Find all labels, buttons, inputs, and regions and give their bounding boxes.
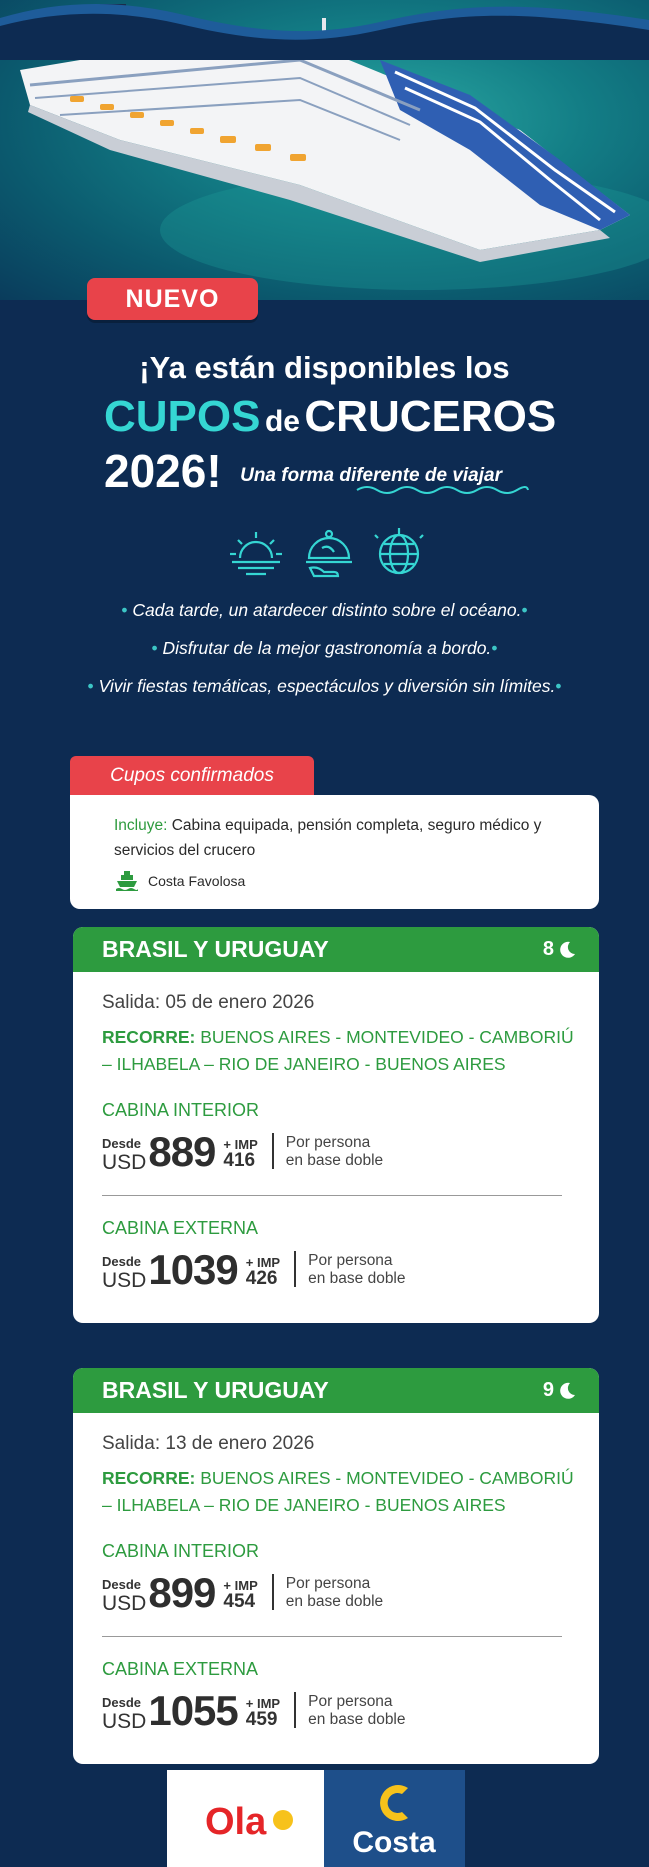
divider bbox=[102, 1636, 562, 1637]
headline-cruceros: CRUCEROS bbox=[304, 392, 557, 441]
trip-card bbox=[73, 1368, 599, 1764]
moon-icon bbox=[557, 1381, 577, 1401]
features-list bbox=[0, 600, 649, 714]
cabin-title: CABINA INTERIOR bbox=[102, 1100, 260, 1120]
route: RECORRE: BUENOS AIRES - MONTEVIDEO - CAMBORIÚ – ILHABELA – RIO DE JANEIRO - BUENOS AIRES bbox=[102, 1468, 574, 1515]
departure-date: Salida: 05 de enero 2026 bbox=[102, 992, 315, 1013]
food-cloche-icon bbox=[304, 528, 354, 585]
price-value: 1039 bbox=[148, 1246, 238, 1293]
route: RECORRE: BUENOS AIRES - MONTEVIDEO - CAMBORIÚ – ILHABELA – RIO DE JANEIRO - BUENOS AIRES bbox=[102, 1027, 574, 1074]
price-row: Desde USD 1039 + IMP 426 Por persona en base doble bbox=[102, 1246, 406, 1293]
trip-header bbox=[73, 927, 599, 972]
headline-line1: ¡Ya están disponibles los bbox=[139, 350, 510, 385]
price-separator bbox=[272, 1574, 274, 1610]
cabin-title: CABINA INTERIOR bbox=[102, 1541, 260, 1561]
ola-logo bbox=[167, 1770, 324, 1867]
price-value: 889 bbox=[148, 1128, 216, 1175]
moon-icon bbox=[557, 940, 577, 960]
includes-text: Incluye: Cabina equipada, pensión completa, seguro médico y servicios del crucero bbox=[114, 817, 542, 859]
tax-value: 426 bbox=[245, 1268, 278, 1289]
wave-divider bbox=[0, 0, 649, 60]
confirmed-tab: Cupos confirmados bbox=[70, 756, 314, 796]
feature-item: • Cada tarde, un atardecer distinto sobre el océano.• bbox=[121, 600, 528, 620]
feature-icons bbox=[228, 528, 428, 584]
hero-image bbox=[0, 0, 649, 300]
trip-card bbox=[73, 927, 599, 1323]
price-row: Desde USD 1055 + IMP 459 Por persona en base doble bbox=[102, 1687, 406, 1734]
tax-value: 454 bbox=[223, 1591, 256, 1612]
ship-icon bbox=[116, 871, 138, 891]
headline-year: 2026! bbox=[104, 445, 222, 497]
tagline: Una forma diferente de viajar bbox=[240, 465, 502, 486]
tax-value: 459 bbox=[245, 1709, 278, 1730]
party-globe-icon bbox=[374, 528, 424, 585]
new-badge: NUEVO bbox=[87, 278, 258, 320]
trip-header bbox=[73, 1368, 599, 1413]
trip-title: BRASIL Y URUGUAY bbox=[102, 1377, 329, 1403]
feature-item: • Disfrutar de la mejor gastronomía a bordo.• bbox=[151, 638, 498, 658]
price-row: Desde USD 899 + IMP 454 Por persona en base doble bbox=[102, 1569, 384, 1616]
cabin-title: CABINA EXTERNA bbox=[102, 1218, 259, 1238]
nights-count: 8 bbox=[543, 938, 577, 961]
price-value: 1055 bbox=[148, 1687, 238, 1734]
headline-cupos: CUPOS bbox=[104, 392, 261, 441]
price-separator bbox=[294, 1692, 296, 1728]
price-separator bbox=[294, 1251, 296, 1287]
headline-line2 bbox=[104, 392, 556, 442]
price-row: Desde USD 889 + IMP 416 Por persona en base doble bbox=[102, 1128, 384, 1175]
price-value: 899 bbox=[148, 1569, 216, 1616]
departure-date: Salida: 13 de enero 2026 bbox=[102, 1433, 315, 1454]
ola-logo-text: Ola bbox=[205, 1801, 267, 1843]
tax-value: 416 bbox=[223, 1150, 256, 1171]
trip-title: BRASIL Y URUGUAY bbox=[102, 936, 329, 962]
includes-card bbox=[70, 795, 599, 909]
cabin-title: CABINA EXTERNA bbox=[102, 1659, 259, 1679]
divider bbox=[102, 1195, 562, 1196]
sunset-icon bbox=[228, 528, 284, 583]
feature-item: • Vivir fiestas temáticas, espectáculos y diversión sin límites.• bbox=[87, 676, 562, 696]
nights-count: 9 bbox=[543, 1379, 577, 1402]
tagline-underline-icon bbox=[355, 484, 530, 496]
price-separator bbox=[272, 1133, 274, 1169]
costa-logo-text: Costa bbox=[352, 1826, 436, 1859]
costa-logo bbox=[324, 1770, 465, 1867]
ship-name: Costa Favolosa bbox=[114, 871, 599, 891]
headline-de: de bbox=[264, 405, 300, 438]
